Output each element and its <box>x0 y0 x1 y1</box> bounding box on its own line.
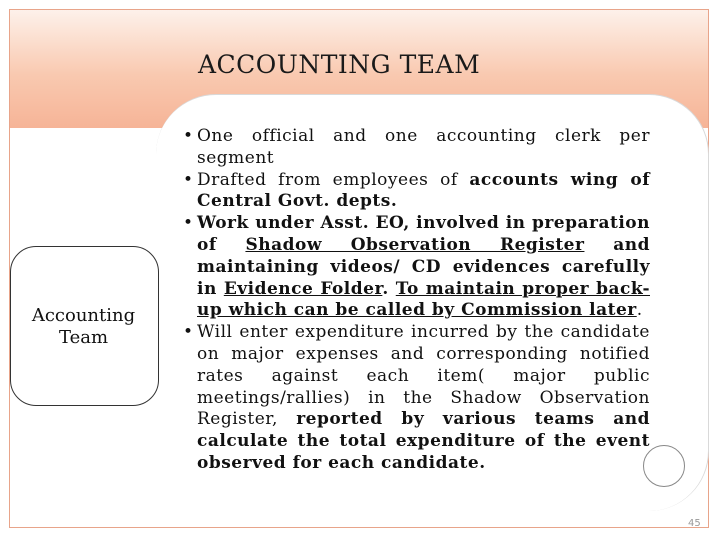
bullet-text: . <box>382 278 396 299</box>
bullet-text: Work under Asst. EO, involved in preparation of <box>197 213 650 255</box>
bullet-item <box>180 170 650 214</box>
decorative-circle <box>643 445 685 487</box>
bullet-text: One official and one accounting clerk per segment <box>197 126 650 168</box>
bullet-text: Will enter expenditure incurred by the candidate on major expenses and corresponding notified rates against each item( major public meetings/rallies) in the Shadow Observation Register, <box>197 322 650 430</box>
bullet-item <box>180 126 650 170</box>
bullet-text: Evidence Folder <box>223 278 383 299</box>
bullet-list <box>180 126 650 475</box>
bullet-text: reported by various teams and calculate the total expenditure of the event observed for each candidate. <box>197 409 650 473</box>
page-number: 45 <box>688 518 701 529</box>
bullet-text: Drafted from employees of <box>197 169 470 190</box>
bullet-item <box>180 322 650 475</box>
bullet-text: Shadow Observation Register <box>245 234 585 255</box>
bullet-text: accounts wing of Central Govt. depts. <box>197 169 651 212</box>
bullet-text: . <box>636 300 643 321</box>
bullet-text: and maintaining videos/ CD evidences carefully in <box>197 234 650 299</box>
team-label: Accounting Team <box>31 305 136 348</box>
bullet-text: To maintain proper back-up which can be called by Commission later <box>197 278 650 321</box>
bullet-item <box>180 213 650 322</box>
slide-title: ACCOUNTING TEAM <box>198 50 481 79</box>
